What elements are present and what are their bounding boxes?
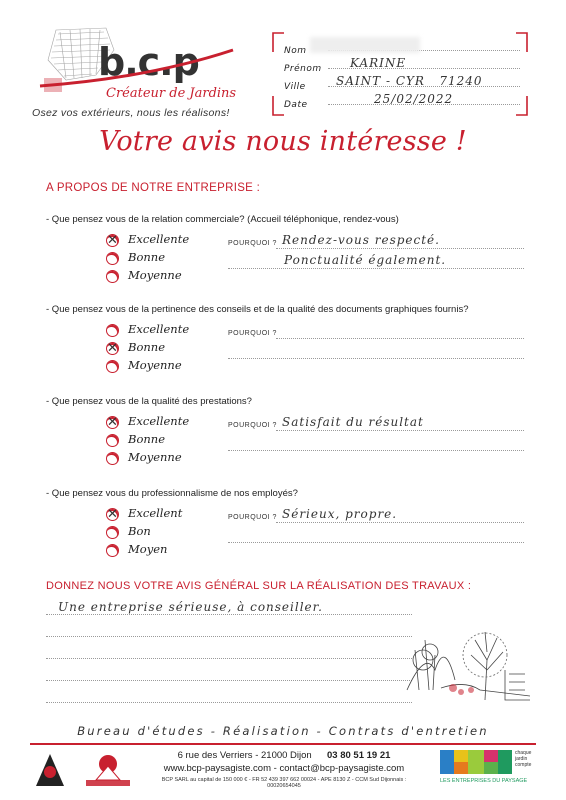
- question-text: - Que pensez vous de la relation commerciale? (Accueil téléphonique, rendez-vous): [46, 214, 399, 225]
- option-radio[interactable]: [106, 270, 119, 283]
- identity-box: [272, 32, 528, 116]
- option-label: Bon: [128, 524, 151, 538]
- option-radio[interactable]: [106, 434, 119, 447]
- answer-text: Sérieux, propre.: [282, 507, 398, 521]
- why-label: POURQUOI ?: [228, 514, 277, 521]
- why-label: POURQUOI ?: [228, 422, 277, 429]
- why-label: POURQUOI ?: [228, 240, 277, 247]
- partner-logo: [440, 750, 540, 792]
- partner-name: LES ENTREPRISES DU PAYSAGE: [440, 778, 528, 784]
- check-mark-icon: ✕: [107, 341, 118, 356]
- question-block: [0, 304, 566, 388]
- answer-line[interactable]: [276, 338, 524, 339]
- identity-label: Date: [284, 100, 308, 110]
- identity-value: KARINE: [350, 56, 407, 70]
- option-radio[interactable]: [106, 324, 119, 337]
- answer-text: Ponctualité également.: [284, 253, 447, 267]
- footer-divider: [30, 743, 536, 745]
- identity-value: SAINT - CYR 71240: [336, 74, 483, 88]
- option-label: Moyenne: [128, 450, 182, 464]
- answer-text: Satisfait du résultat: [282, 415, 424, 429]
- option-radio[interactable]: [106, 252, 119, 265]
- identity-label: Prénom: [284, 64, 322, 74]
- question-text: - Que pensez vous de la pertinence des conseils et de la qualité des documents graphiques fournis?: [46, 304, 469, 315]
- option-label: Bonne: [128, 340, 165, 354]
- option-label: Excellente: [128, 414, 190, 428]
- section-heading-general: DONNEZ NOUS VOTRE AVIS GÉNÉRAL SUR LA RÉALISATION DES TRAVAUX :: [46, 580, 472, 592]
- general-opinion-lines: [46, 598, 412, 708]
- identity-value: 25/02/2022: [374, 92, 454, 106]
- footer-address: 6 rue des Verriers - 21000 Dijon: [177, 750, 312, 761]
- option-label: Moyenne: [128, 358, 182, 372]
- answer-line[interactable]: [276, 248, 524, 249]
- general-opinion-answer: Une entreprise sérieuse, à conseiller.: [58, 600, 323, 614]
- identity-label: Nom: [284, 46, 307, 56]
- partner-logo-blocks: [440, 750, 512, 774]
- answer-line[interactable]: [228, 268, 524, 269]
- footer-website-link[interactable]: www.bcp-paysagiste.com: [163, 763, 271, 774]
- option-label: Bonne: [128, 250, 165, 264]
- company-logo: [28, 18, 258, 128]
- footer-legal: BCP SARL au capital de 150 000 € - FR 52 439 397 662 00024 - APE 8130 Z - CCM Sud Dijonnais : 00020654045: [161, 777, 407, 789]
- check-mark-icon: ✕: [107, 233, 118, 248]
- question-block: [0, 214, 566, 298]
- option-radio[interactable]: [106, 360, 119, 373]
- footer-left-badges: [30, 752, 150, 792]
- footer-contact: 6 rue des Verriers - 21000 Dijon 03 80 51 19 21 www.bcp-paysagiste.com - contact@bcp-paysagiste.com BCP SARL au capital de 150 000 € - FR 52 439 397 662 00024 - APE 8130 Z - CCM Sud Dijonnais : 00020654045: [150, 750, 418, 789]
- footer-email-link[interactable]: contact@bcp-paysagiste.com: [279, 763, 405, 774]
- logo-name: b.c.p: [98, 40, 199, 84]
- partner-tagline: chaque jardin compte: [515, 750, 532, 768]
- garden-sketch-illustration: [405, 630, 535, 710]
- question-block: [0, 488, 566, 572]
- option-radio[interactable]: [106, 526, 119, 539]
- option-label: Moyenne: [128, 268, 182, 282]
- option-radio[interactable]: [106, 452, 119, 465]
- redacted-name: [310, 37, 420, 53]
- option-radio[interactable]: [106, 544, 119, 557]
- option-label: Excellent: [128, 506, 183, 520]
- answer-line[interactable]: [276, 522, 524, 523]
- identity-label: Ville: [284, 82, 306, 92]
- check-mark-icon: ✕: [107, 507, 118, 522]
- answer-line[interactable]: [228, 542, 524, 543]
- answer-text: Rendez-vous respecté.: [282, 233, 440, 247]
- answer-line[interactable]: [228, 450, 524, 451]
- check-mark-icon: ✕: [107, 415, 118, 430]
- answer-line[interactable]: [276, 430, 524, 431]
- badge-triangle-icon: [34, 752, 66, 788]
- identity-field-date: [284, 94, 520, 112]
- logo-swoosh: [38, 48, 238, 88]
- question-text: - Que pensez vous de la qualité des prestations?: [46, 396, 252, 407]
- section-heading-company: A PROPOS DE NOTRE ENTREPRISE :: [46, 182, 261, 194]
- question-block: [0, 396, 566, 480]
- option-label: Moyen: [128, 542, 168, 556]
- why-label: POURQUOI ?: [228, 330, 277, 337]
- page-title: Votre avis nous intéresse !: [99, 126, 467, 157]
- answer-line[interactable]: [228, 358, 524, 359]
- option-label: Excellente: [128, 232, 190, 246]
- footer-services: Bureau d'études - Réalisation - Contrats d'entretien: [77, 724, 489, 738]
- logo-tagline: Osez vos extérieurs, nous les réalisons!: [32, 107, 230, 119]
- badge-certification-icon: [82, 752, 134, 788]
- question-text: - Que pensez vous du professionnalisme de nos employés?: [46, 488, 298, 499]
- logo-subtitle: Créateur de Jardins: [106, 86, 237, 101]
- footer-phone[interactable]: 03 80 51 19 21: [327, 750, 391, 761]
- option-label: Bonne: [128, 432, 165, 446]
- option-label: Excellente: [128, 322, 190, 336]
